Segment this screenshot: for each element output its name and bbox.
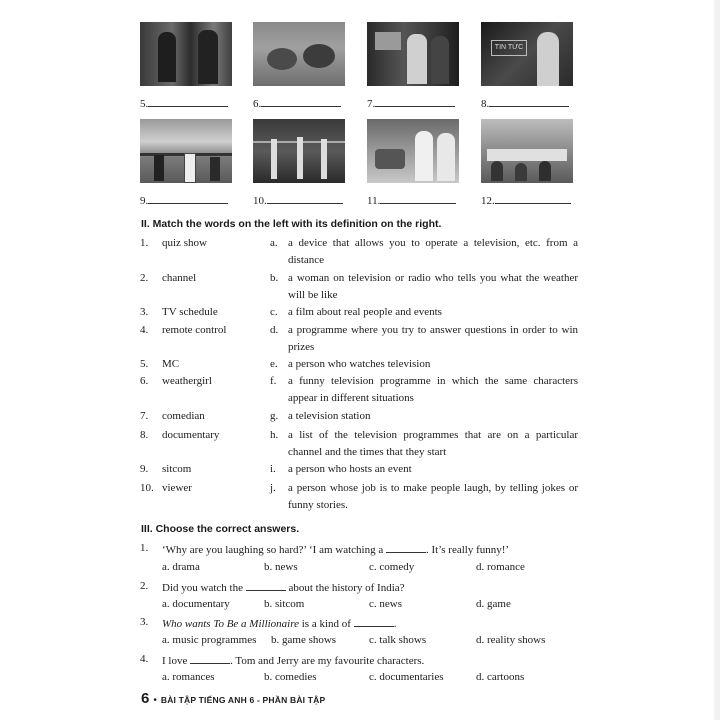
option[interactable]: b. game shows — [271, 634, 337, 646]
answer-blank[interactable] — [246, 580, 286, 591]
option[interactable]: a. romances — [162, 671, 215, 683]
section-2-heading: II. Match the words on the left with its definition on the right. — [141, 218, 442, 230]
option[interactable]: d. game — [476, 598, 511, 610]
photo-5 — [140, 22, 232, 86]
caption-10: 10. — [253, 193, 343, 207]
option[interactable]: c. documentaries — [369, 671, 444, 683]
caption-8: 8. — [481, 96, 569, 110]
footer-title: BÀI TẬP TIẾNG ANH 6 - PHẦN BÀI TẬP — [160, 695, 326, 705]
footer-bullet: • — [153, 695, 157, 706]
option[interactable]: b. sitcom — [264, 598, 305, 610]
page-edge-shadow — [714, 0, 720, 720]
page-footer — [141, 690, 325, 707]
photo-12 — [481, 119, 573, 183]
caption-11: 11. — [367, 193, 456, 207]
option[interactable]: a. documentary — [162, 598, 230, 610]
tv-logo-text: TIN TỨC — [491, 40, 527, 56]
photo-10 — [253, 119, 345, 183]
photo-8 — [481, 22, 573, 86]
workbook-page: TIN TỨC 5. 6. 7. 8. 9. 10. 11. 12. II. Match the words on the left with its definition on the right. 1. quiz show a. a device that allows you to operate a television, etc. from a distance 2. channel b. a woman on television or radio who tells you what the weather will be like 3. TV schedule c. a film about real people and events 4. remote control d. a programme where you try to answer questions in order to win prizes 5. MC e. a person who watches television 6. weathergirl f. a funny television programme in which the same characters appear in different situations 7. comedian g. a television station 8. documentary h. a list of the television programmes that are on a particular channel and the times that they start 9. sitcom i. a person who hosts an event 10. viewer j. a person whose job is to make people laugh, by telling jokes or funny stories. III. Choose the correct answers. 1. ‘Why are you laughing so hard?’ ‘I am watching a . It’s really funny!’ a. drama b. news c. comedy d. romance 2. Did you watch the about the history of India? a. documentary b. sitcom c. news d. game 3. Who wants To Be a Millionaire is a kind of . a. music programmes b. game shows c. talk shows d. reality shows 4. I love . Tom and Jerry are my favourite characters. a. romances b. comedies c. documentaries d. cartoons 6 • BÀI TẬP TIẾNG ANH 6 - PHẦN BÀI TẬP — [0, 0, 720, 720]
photo-7 — [367, 22, 459, 86]
option[interactable]: b. comedies — [264, 671, 317, 683]
option[interactable]: d. cartoons — [476, 671, 525, 683]
answer-blank[interactable] — [386, 542, 426, 553]
caption-5: 5. — [140, 96, 228, 110]
photo-9 — [140, 119, 232, 183]
page-number: 6 — [141, 690, 150, 707]
option[interactable]: a. drama — [162, 561, 200, 573]
caption-6: 6. — [253, 96, 341, 110]
caption-12: 12. — [481, 193, 571, 207]
option[interactable]: c. news — [369, 598, 402, 610]
option[interactable]: b. news — [264, 561, 298, 573]
option[interactable]: d. romance — [476, 561, 525, 573]
answer-blank[interactable] — [354, 616, 394, 627]
caption-7: 7. — [367, 96, 455, 110]
option[interactable]: c. comedy — [369, 561, 415, 573]
caption-9: 9. — [140, 193, 228, 207]
photo-6 — [253, 22, 345, 86]
section-3-heading: III. Choose the correct answers. — [141, 523, 300, 535]
photo-11 — [367, 119, 459, 183]
option[interactable]: a. music programmes — [162, 634, 257, 646]
option[interactable]: c. talk shows — [369, 634, 427, 646]
option[interactable]: d. reality shows — [476, 634, 546, 646]
answer-blank[interactable] — [190, 653, 230, 664]
